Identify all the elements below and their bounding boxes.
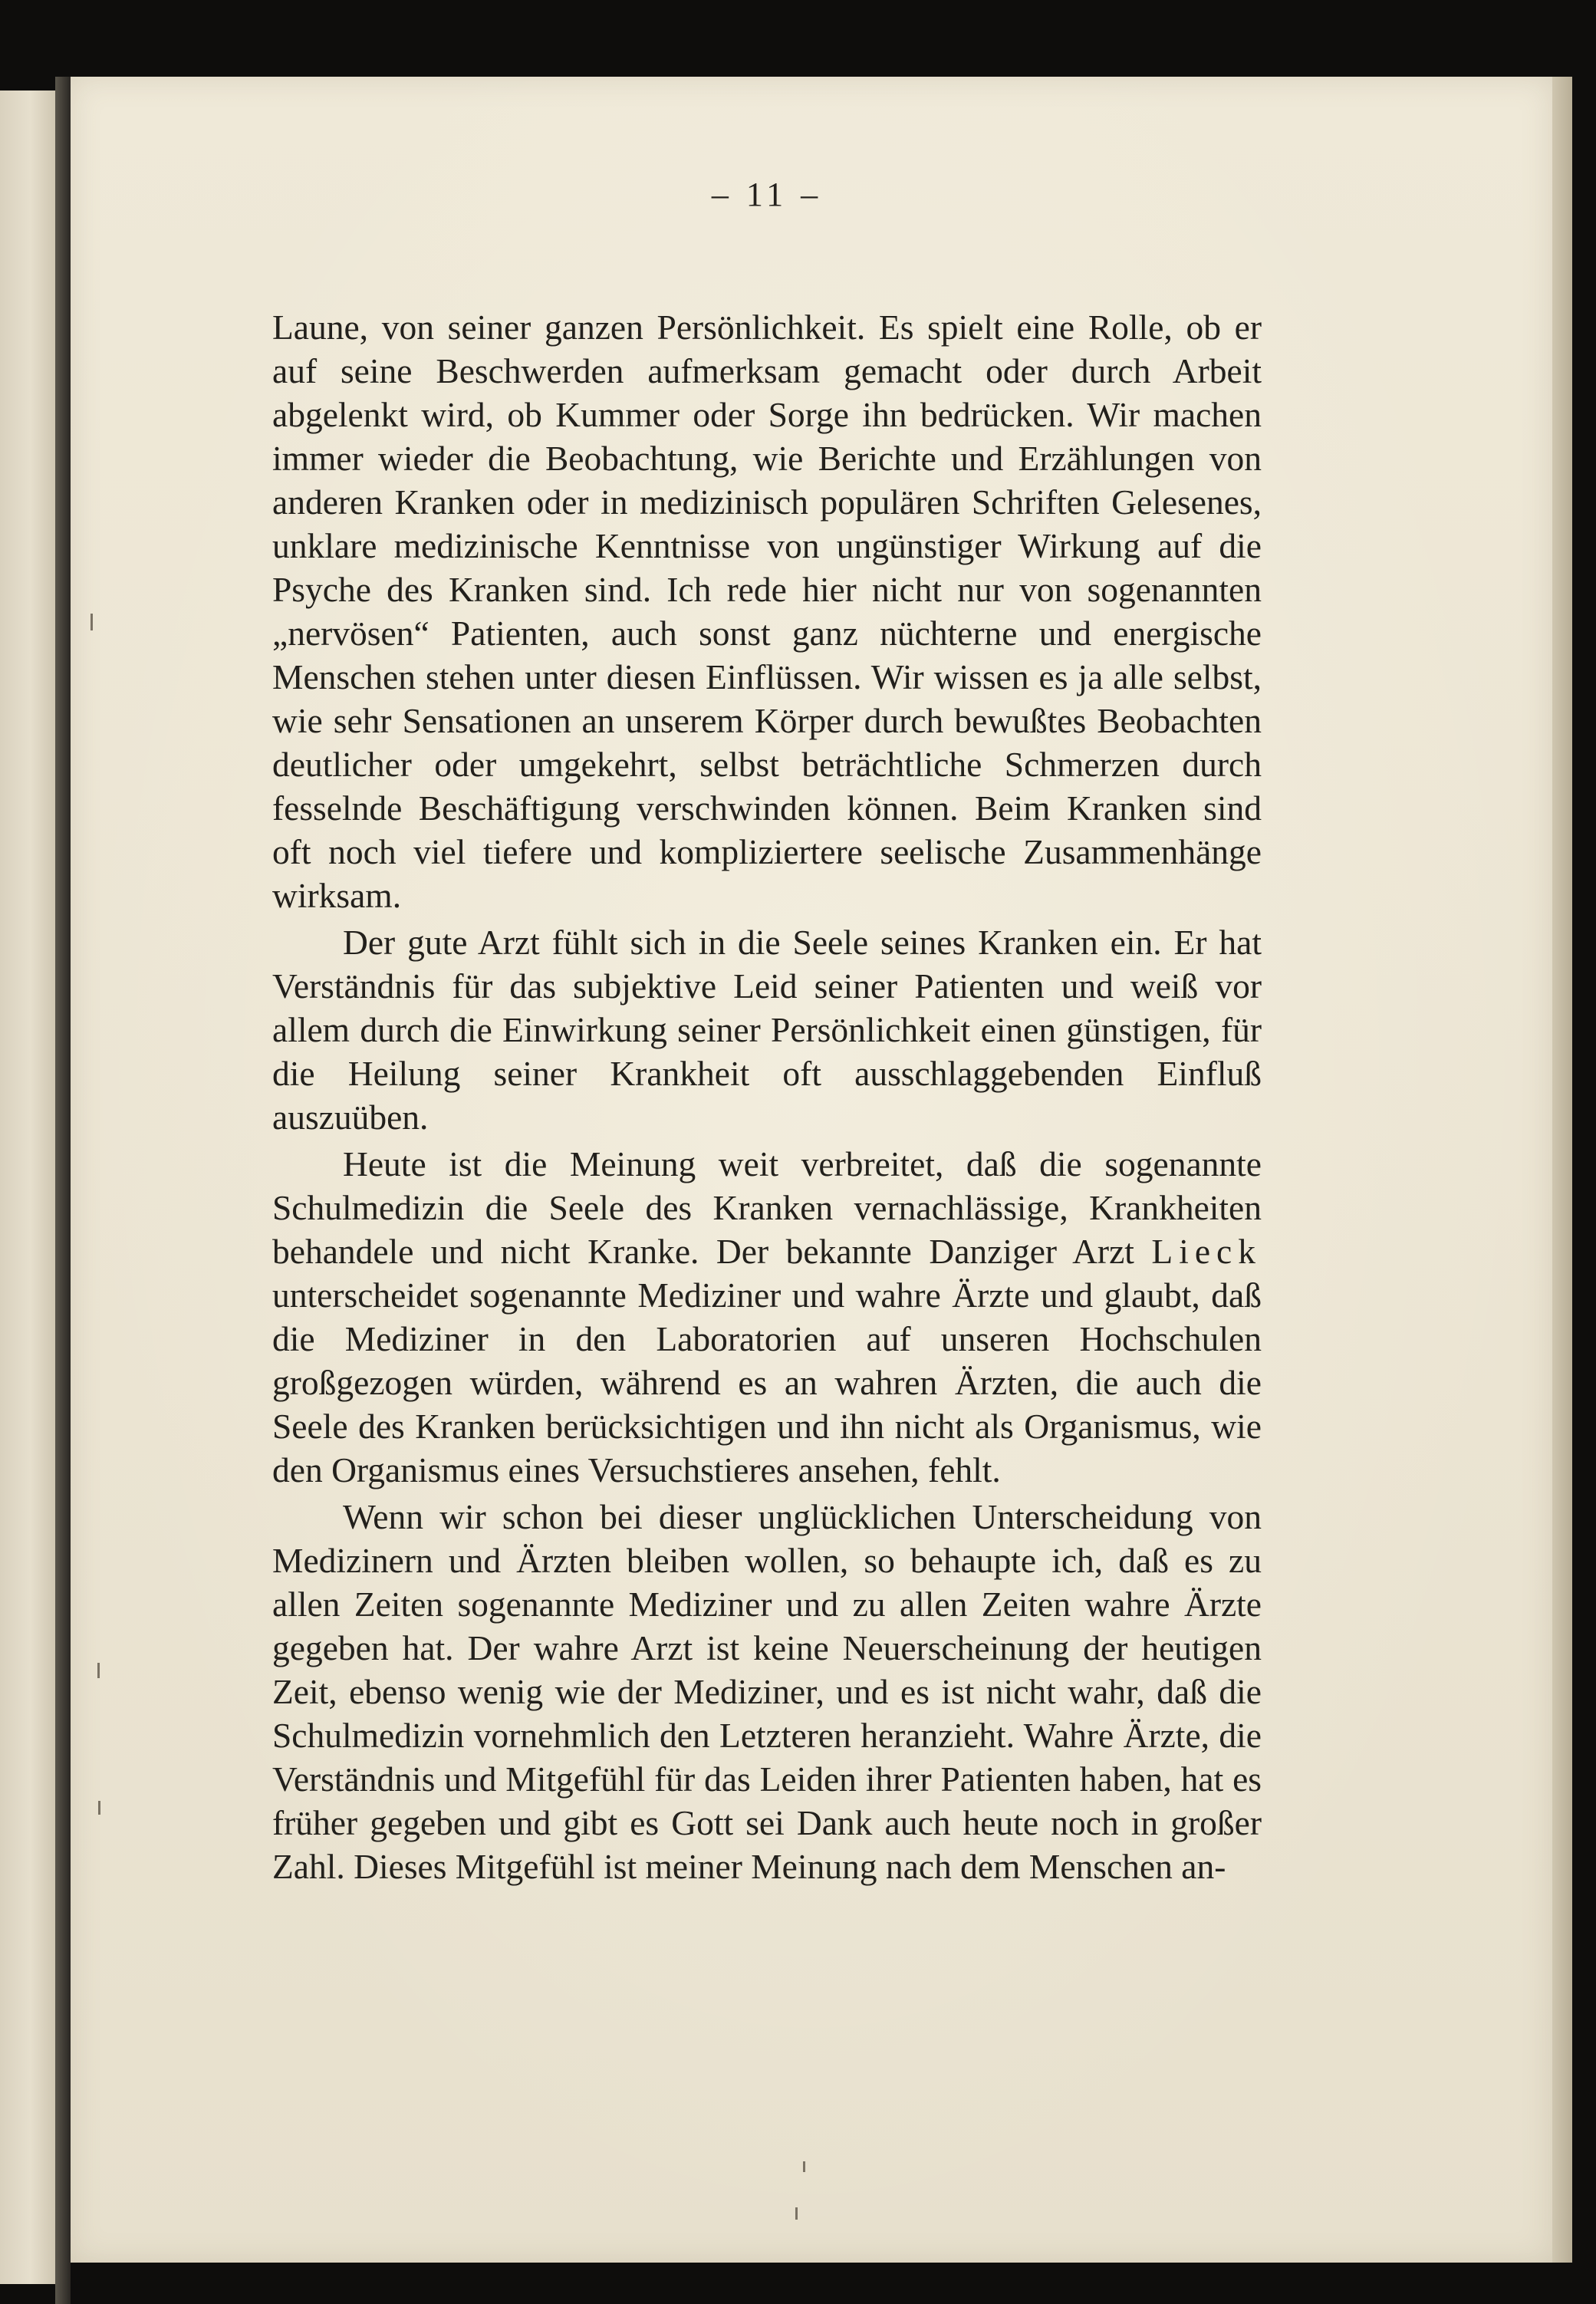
spaced-name-lieck: Lieck — [1151, 1232, 1262, 1271]
margin-speck — [97, 1663, 100, 1678]
margin-speck — [90, 614, 93, 630]
paragraph-3-text-before: Heute ist die Meinung weit verbreitet, daß die sogenannte Schulmedizin die Seele des Kranken vernachlässige, Krankheiten behandele und nicht Kranke. Der bekannte Danziger Arzt — [272, 1144, 1262, 1271]
page-number: – 11 – — [711, 176, 823, 213]
page-speck — [795, 2207, 798, 2220]
paragraph-4: Wenn wir schon bei dieser unglücklichen Unterscheidung von Medizinern und Ärzten bleiben wollen, so behaupte ich, daß es zu allen Zeiten sogenannte Mediziner und zu allen Zeiten wahre Ärzte gegeben hat. Der wahre Arzt ist keine Neuerscheinung der heutigen Zeit, ebenso wenig wie der Mediziner, und es ist nicht wahr, daß die Schulmedizin vornehmlich den Letzteren heranzieht. Wahre Ärzte, die Verständnis und Mitgefühl für das Leiden ihrer Patienten haben, hat es früher gegeben und gibt es Gott sei Dank auch heute noch in großer Zahl. Dieses Mitgefühl ist meiner Meinung nach dem Menschen an- — [272, 1497, 1262, 1886]
paragraph-3-text-after: unterscheidet sogenannte Mediziner und wahre Ärzte und glaubt, daß die Mediziner in den Laboratorien auf unseren Hochschulen großgezogen würden, während es an wahren Ärzten, die auch die Seele des Kranken berücksichtigen und ihn nicht als Organismus, wie den Organismus eines Versuchstieres ansehen, fehlt. — [272, 1275, 1262, 1489]
book-gutter — [55, 77, 71, 2304]
paragraph-2: Der gute Arzt fühlt sich in die Seele seines Kranken ein. Er hat Verständnis für das subjektive Leid seiner Patienten und weiß vor allem durch die Einwirkung seiner Persönlichkeit einen günstigen, für die Heilung seiner Krankheit oft ausschlaggebenden Einfluß auszuüben. — [272, 923, 1262, 1137]
page-fore-edge — [1552, 77, 1572, 2263]
paragraph-3 — [272, 1142, 1262, 1492]
page-speck — [803, 2161, 805, 2172]
adjacent-page-edge — [0, 91, 55, 2284]
body-text — [272, 305, 1262, 1888]
paragraph-1: Laune, von seiner ganzen Persönlichkeit. Es spielt eine Rolle, ob er auf seine Beschwerden aufmerksam gemacht oder durch Arbeit abgelenkt wird, ob Kummer oder Sorge ihn bedrücken. Wir machen immer wieder die Beobachtung, wie Berichte und Erzählungen von anderen Kranken oder in medizinisch populären Schriften Gelesenes, unklare medizinische Kenntnisse von ungünstiger Wirkung auf die Psyche des Kranken sind. Ich rede hier nicht nur von sogenannten „nervösen“ Patienten, auch sonst ganz nüchterne und energische Menschen stehen unter diesen Einflüssen. Wir wissen es ja alle selbst, wie sehr Sensationen an unserem Körper durch bewußtes Beobachten deutlicher oder umgekehrt, selbst beträchtliche Schmerzen durch fesselnde Beschäftigung verschwinden können. Beim Kranken sind oft noch viel tiefere und kompliziertere seelische Zusammenhänge wirksam. — [272, 308, 1262, 915]
margin-speck — [98, 1801, 100, 1815]
